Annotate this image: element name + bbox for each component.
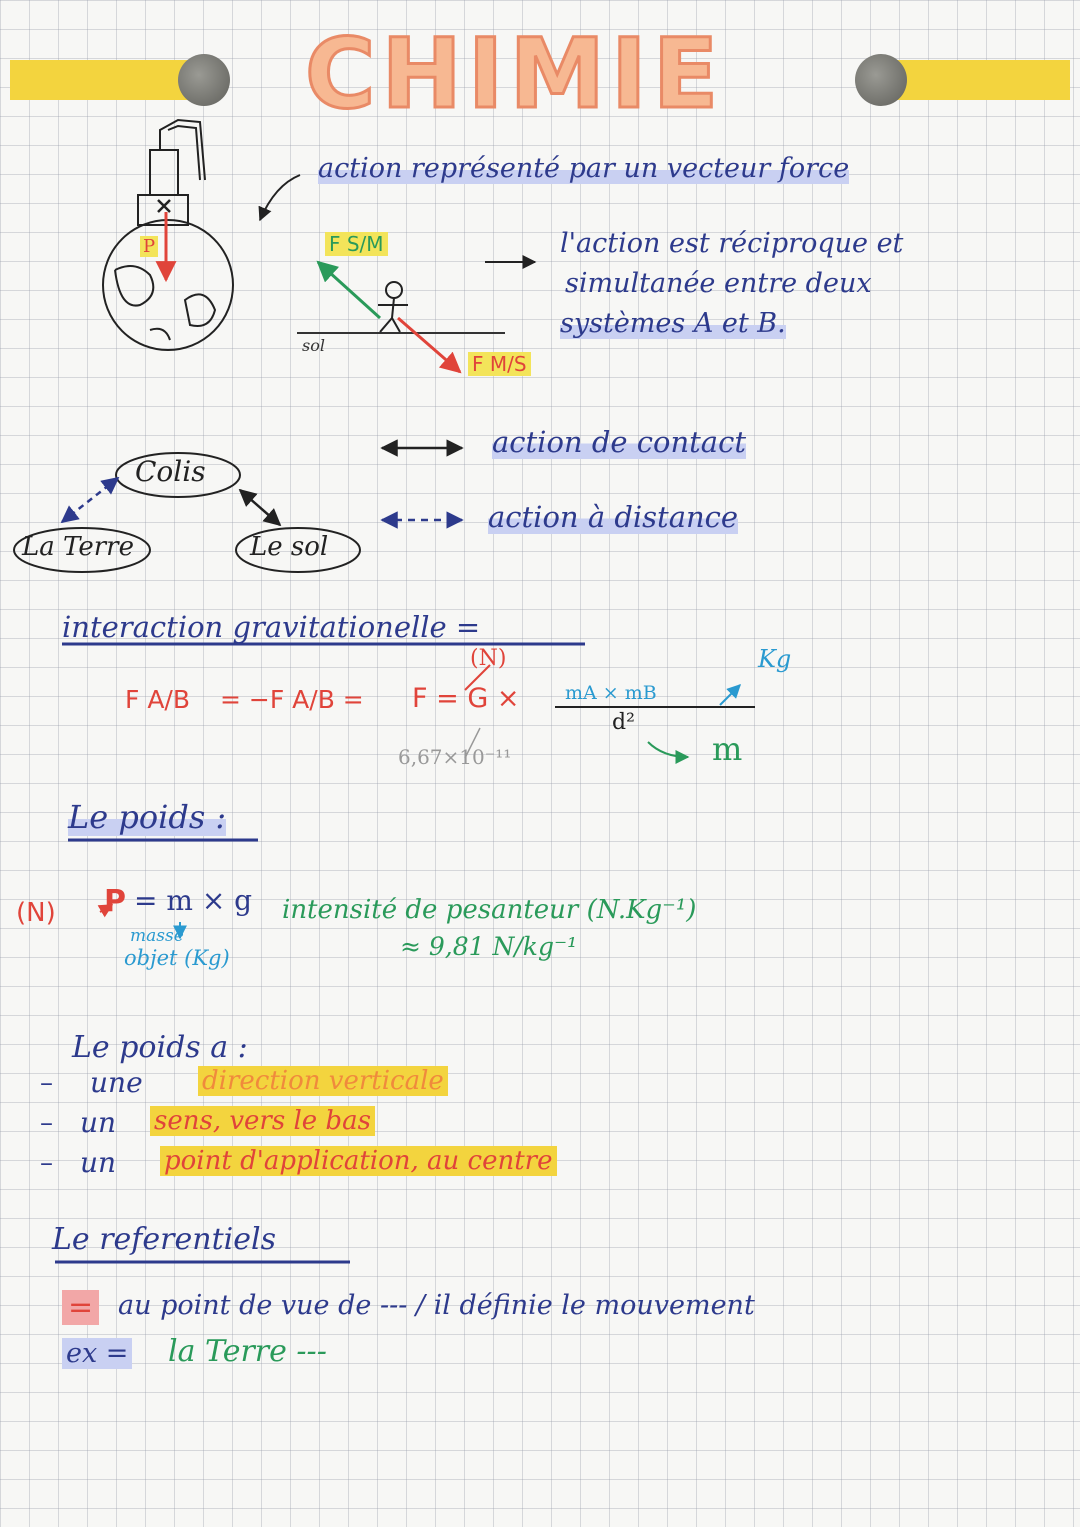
- contact-action-label: action de contact: [492, 425, 746, 459]
- minus-force-label: = −F A/B =: [220, 685, 364, 714]
- g-value-label: ≈ 9,81 N/kg⁻¹: [400, 932, 578, 961]
- earth-drawing: [103, 120, 233, 350]
- list-item-prefix: un: [80, 1106, 117, 1139]
- referentiel-example-label: ex =: [62, 1338, 132, 1369]
- newton-unit-label: (N): [470, 646, 507, 671]
- distance-action-label: action à distance: [488, 500, 739, 534]
- force-equation: F = G ×: [412, 683, 520, 714]
- list-item-text: direction verticale: [198, 1066, 448, 1096]
- poids-formula: = m × g: [134, 884, 253, 917]
- list-item-prefix: une: [90, 1066, 143, 1099]
- list-item-prefix: un: [80, 1146, 117, 1179]
- list-bullet: –: [40, 1068, 53, 1098]
- meter-unit-label: m: [712, 730, 743, 768]
- reciprocal-line-2: simultanée entre deux: [565, 268, 872, 299]
- poids-props-heading: Le poids a :: [72, 1030, 248, 1065]
- force-s-m-label: F S/M: [325, 232, 388, 256]
- poids-unit: (N): [16, 898, 56, 928]
- fraction-numerator: mA × mB: [565, 682, 657, 704]
- poids-symbol: P: [104, 884, 126, 919]
- fraction-denominator: d²: [612, 710, 635, 735]
- kg-unit-label: Kg: [758, 645, 792, 673]
- sol-label: Le sol: [250, 532, 329, 562]
- referentiel-example: la Terre ---: [168, 1334, 327, 1369]
- referentiel-definition: au point de vue de --- / il définie le mouvement: [118, 1290, 755, 1321]
- gravitation-heading: interaction gravitationelle =: [62, 610, 481, 644]
- force-ab-label: F A/B: [125, 685, 191, 714]
- masse-label: masse: [130, 926, 184, 946]
- reciprocal-line-3: systèmes A et B.: [560, 308, 786, 339]
- list-item-text: sens, vers le bas: [150, 1106, 375, 1136]
- force-m-s-label: F M/S: [468, 352, 531, 376]
- ground-label: sol: [302, 336, 325, 355]
- action-vector-note: action représenté par un vecteur force: [318, 153, 850, 184]
- referentiel-heading: Le referentiels: [52, 1222, 276, 1257]
- intensity-label: intensité de pesanteur (N.Kg⁻¹): [282, 895, 697, 925]
- force-s-m-arrow: [318, 262, 380, 318]
- page-title: CHIMIE: [305, 18, 725, 130]
- list-bullet: –: [40, 1148, 53, 1178]
- gravitational-constant: 6,67×10⁻¹¹: [398, 745, 512, 769]
- objet-label: objet (Kg): [124, 946, 230, 970]
- list-bullet: –: [40, 1108, 53, 1138]
- force-m-s-arrow: [398, 318, 460, 372]
- list-item-text: point d'application, au centre: [160, 1146, 557, 1176]
- terre-label: La Terre: [22, 532, 134, 562]
- weight-label: P: [140, 236, 158, 257]
- referentiel-equals: =: [62, 1290, 99, 1325]
- colis-label: Colis: [135, 455, 206, 488]
- reciprocal-line-1: l'action est réciproque et: [560, 228, 904, 259]
- poids-heading: Le poids :: [68, 798, 227, 836]
